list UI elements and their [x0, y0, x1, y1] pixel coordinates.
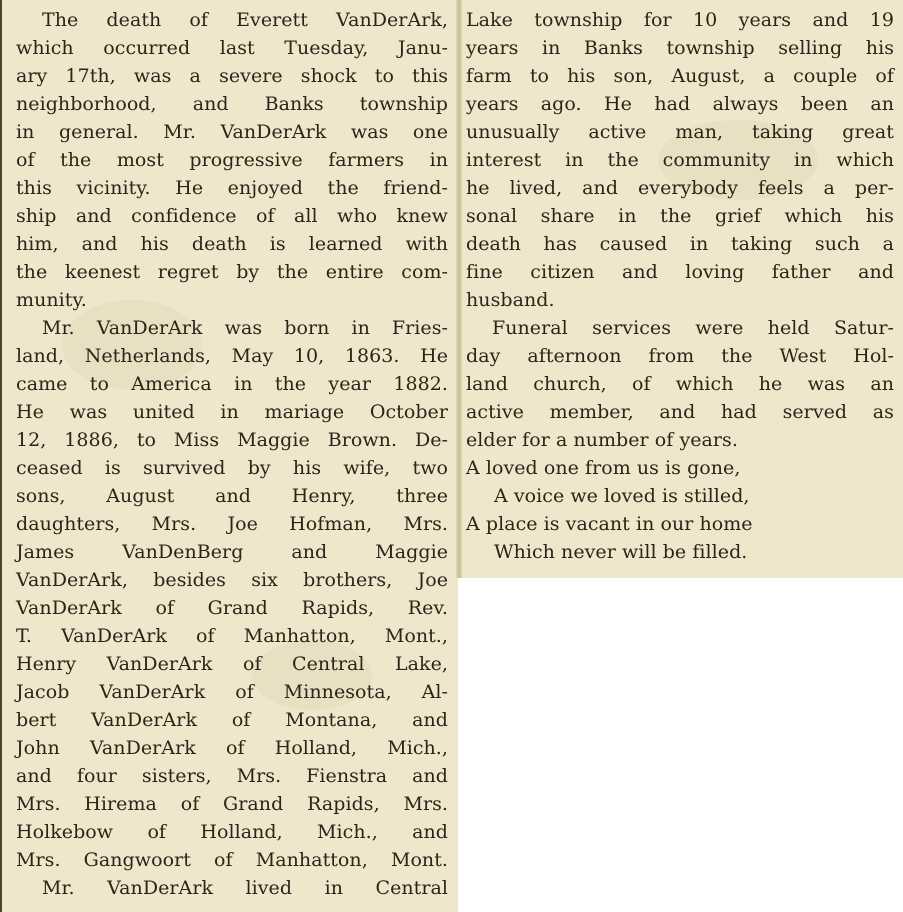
article-line: land church, of which he was an	[466, 373, 894, 395]
article-line: Jacob VanDerArk of Minnesota, Al-	[16, 681, 448, 703]
article-line: interest in the community in which	[466, 149, 894, 171]
article-line: in general. Mr. VanDerArk was one	[16, 121, 448, 143]
article-line: Funeral services were held Satur-	[492, 317, 894, 339]
article-line: husband.	[466, 289, 555, 311]
clipping-seam	[456, 0, 462, 578]
article-line: years ago. He had always been an	[466, 93, 894, 115]
article-line: fine citizen and loving father and	[466, 261, 894, 283]
article-line: The death of Everett VanDerArk,	[42, 9, 448, 31]
article-line: VanDerArk of Grand Rapids, Rev.	[16, 597, 448, 619]
article-line: ceased is survived by his wife, two	[16, 457, 448, 479]
article-line: active member, and had served as	[466, 401, 894, 423]
article-line: 12, 1886, to Miss Maggie Brown. De-	[16, 429, 448, 451]
article-line: elder for a number of years.	[466, 429, 738, 451]
article-line: ary 17th, was a severe shock to this	[16, 65, 448, 87]
article-line: T. VanDerArk of Manhatton, Mont.,	[16, 625, 448, 647]
article-line: day afternoon from the West Hol-	[466, 345, 894, 367]
article-line: of the most progressive farmers in	[16, 149, 448, 171]
article-line: neighborhood, and Banks township	[16, 93, 448, 115]
poem-line: Which never will be filled.	[494, 541, 748, 563]
article-line: years in Banks township selling his	[466, 37, 894, 59]
article-line: came to America in the year 1882.	[16, 373, 448, 395]
article-line: unusually active man, taking great	[466, 121, 894, 143]
article-line: Henry VanDerArk of Central Lake,	[16, 653, 448, 675]
article-line: Lake township for 10 years and 19	[466, 9, 894, 31]
article-line: he lived, and everybody feels a per-	[466, 177, 894, 199]
article-line: the keenest regret by the entire com-	[16, 261, 448, 283]
article-line: VanDerArk, besides six brothers, Joe	[16, 569, 448, 591]
article-line: land, Netherlands, May 10, 1863. He	[16, 345, 448, 367]
article-line: Mrs. Hirema of Grand Rapids, Mrs.	[16, 793, 448, 815]
article-line: James VanDenBerg and Maggie	[16, 541, 448, 563]
article-line: bert VanDerArk of Montana, and	[16, 709, 448, 731]
article-line: daughters, Mrs. Joe Hofman, Mrs.	[16, 513, 448, 535]
article-line: ship and confidence of all who knew	[16, 205, 448, 227]
article-line: Mr. VanDerArk was born in Fries-	[42, 317, 448, 339]
article-line: and four sisters, Mrs. Fienstra and	[16, 765, 448, 787]
article-line: munity.	[16, 289, 87, 311]
article-line: Mrs. Gangwoort of Manhatton, Mont.	[16, 849, 448, 871]
article-line: death has caused in taking such a	[466, 233, 894, 255]
article-line: sons, August and Henry, three	[16, 485, 448, 507]
article-line: Holkebow of Holland, Mich., and	[16, 821, 448, 843]
article-line: farm to his son, August, a couple of	[466, 65, 894, 87]
article-line: He was united in mariage October	[16, 401, 448, 423]
poem-line: A place is vacant in our home	[466, 513, 753, 535]
article-line: sonal share in the grief which his	[466, 205, 894, 227]
article-line: Mr. VanDerArk lived in Central	[42, 877, 448, 899]
obituary-clipping-right-column	[458, 0, 903, 578]
poem-line: A voice we loved is stilled,	[494, 485, 750, 507]
article-line: him, and his death is learned with	[16, 233, 448, 255]
article-line: which occurred last Tuesday, Janu-	[16, 37, 448, 59]
article-line: this vicinity. He enjoyed the friend-	[16, 177, 448, 199]
poem-line: A loved one from us is gone,	[466, 457, 741, 479]
article-line: John VanDerArk of Holland, Mich.,	[16, 737, 448, 759]
